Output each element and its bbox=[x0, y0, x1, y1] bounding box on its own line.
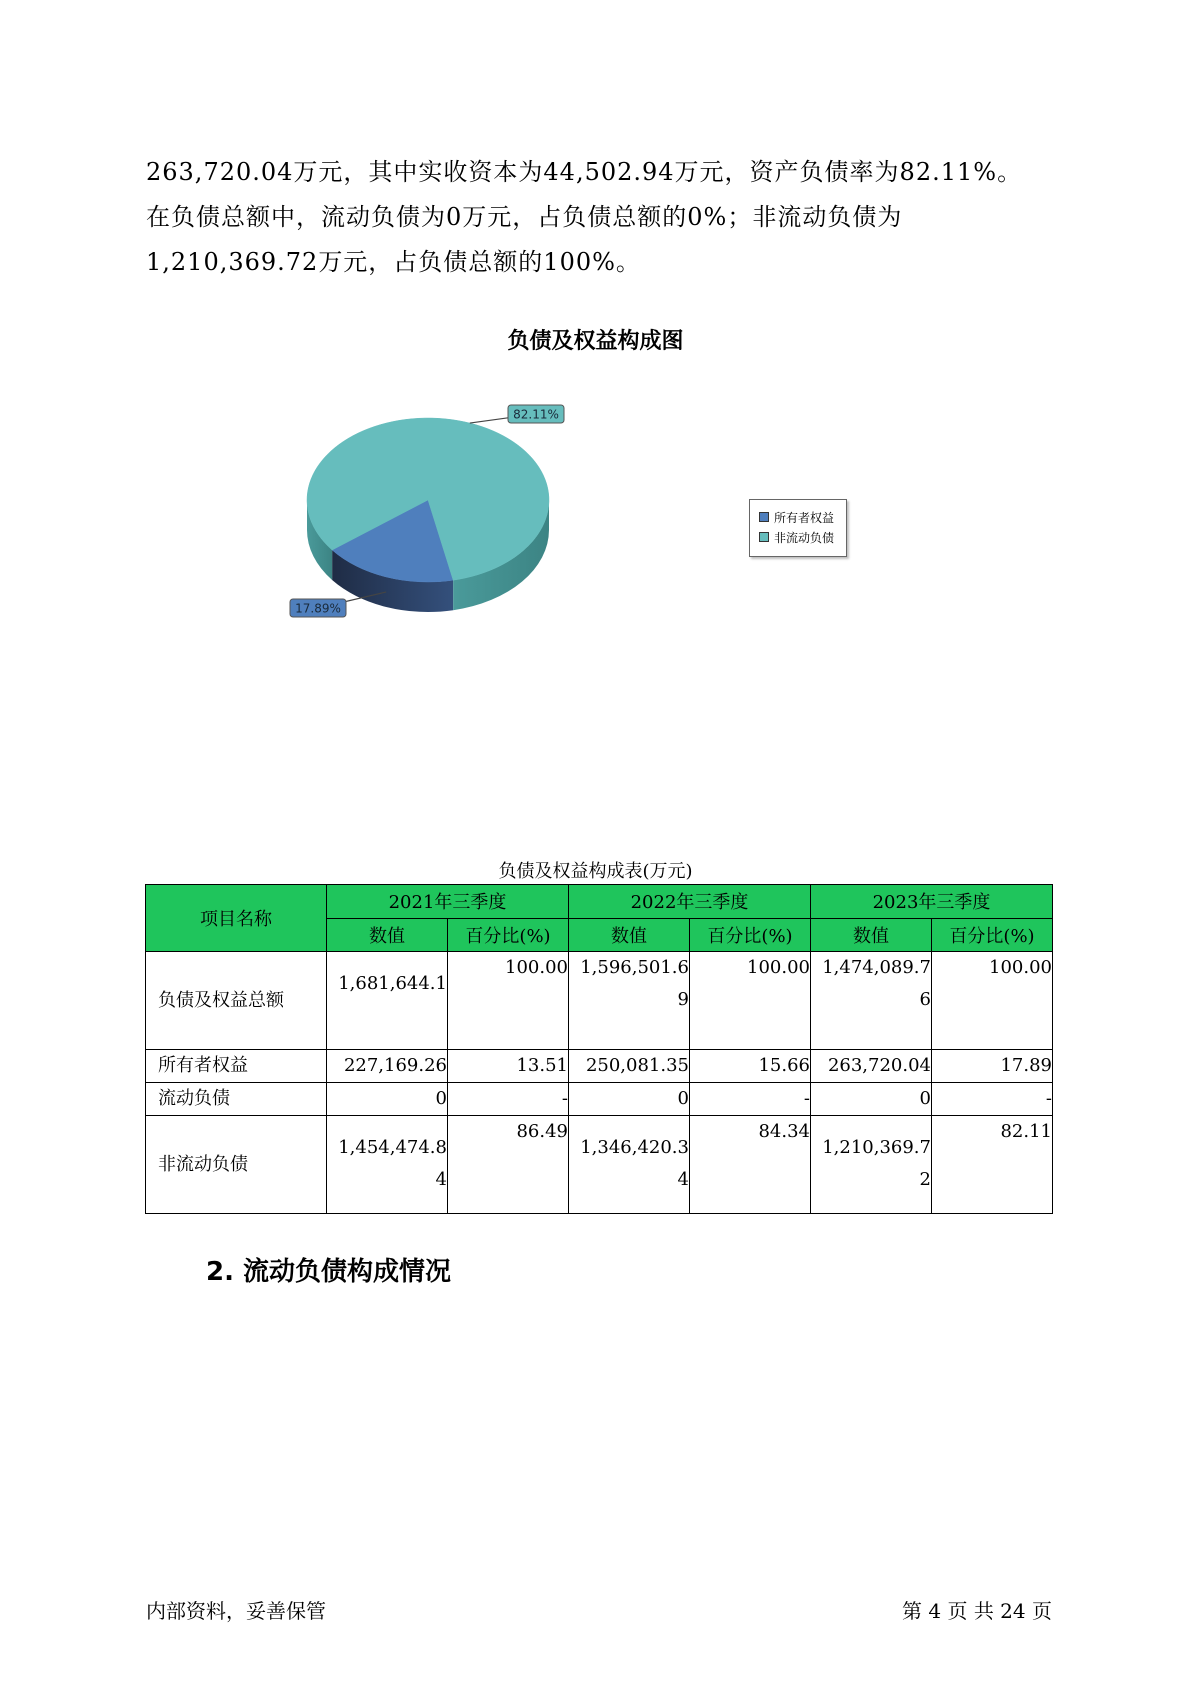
row-label: 负债及权益总额 bbox=[146, 952, 327, 1050]
table-cell: 1,346,420.34 bbox=[569, 1116, 690, 1214]
legend-label: 非流动负债 bbox=[774, 530, 835, 545]
liability-equity-table bbox=[145, 884, 1053, 1214]
table-cell: 1,454,474.84 bbox=[327, 1116, 448, 1214]
header-percent: 百分比(%) bbox=[690, 918, 811, 952]
table-cell: 0 bbox=[811, 1083, 932, 1116]
table-cell: 227,169.26 bbox=[327, 1050, 448, 1083]
table-cell: 84.34 bbox=[690, 1116, 811, 1214]
table-row bbox=[146, 952, 1053, 1050]
legend-label: 所有者权益 bbox=[774, 510, 835, 525]
legend-swatch bbox=[759, 532, 769, 542]
section-heading: 2. 流动负债构成情况 bbox=[206, 1257, 452, 1287]
legend-item bbox=[759, 527, 846, 547]
paragraph-line: 在负债总额中，流动负债为0万元，占负债总额的0%；非流动负债为 bbox=[146, 203, 903, 231]
row-label: 所有者权益 bbox=[146, 1050, 327, 1083]
header-value: 数值 bbox=[569, 918, 690, 952]
row-label: 流动负债 bbox=[146, 1083, 327, 1116]
table-cell: 15.66 bbox=[690, 1050, 811, 1083]
header-item-name: 项目名称 bbox=[146, 885, 327, 952]
table-cell: 0 bbox=[569, 1083, 690, 1116]
table-cell: 0 bbox=[327, 1083, 448, 1116]
table-cell: 82.11 bbox=[932, 1116, 1053, 1214]
table-cell: 263,720.04 bbox=[811, 1050, 932, 1083]
table-cell: 100.00 bbox=[448, 952, 569, 1050]
table-cell: 100.00 bbox=[690, 952, 811, 1050]
table-cell: 1,596,501.69 bbox=[569, 952, 690, 1050]
table-caption: 负债及权益构成表(万元) bbox=[498, 861, 693, 882]
table-row bbox=[146, 1050, 1053, 1083]
table-cell: - bbox=[448, 1083, 569, 1116]
header-period: 2022年三季度 bbox=[569, 885, 811, 919]
table-cell: 100.00 bbox=[932, 952, 1053, 1050]
footer-confidential: 内部资料，妥善保管 bbox=[146, 1599, 326, 1623]
table-cell: - bbox=[690, 1083, 811, 1116]
paragraph-line: 1,210,369.72万元，占负债总额的100%。 bbox=[146, 248, 641, 276]
legend-swatch bbox=[759, 512, 769, 522]
footer-page-number: 第 4 页 共 24 页 bbox=[902, 1599, 1052, 1623]
table-cell: 1,210,369.72 bbox=[811, 1116, 932, 1214]
pie-chart bbox=[0, 0, 1191, 700]
table-cell: 13.51 bbox=[448, 1050, 569, 1083]
pie-data-label: 17.89% bbox=[295, 601, 341, 616]
header-percent: 百分比(%) bbox=[448, 918, 569, 952]
table-cell: 1,681,644.1 bbox=[327, 952, 448, 1050]
table-header-row bbox=[146, 885, 1053, 919]
table-cell: 17.89 bbox=[932, 1050, 1053, 1083]
row-label: 非流动负债 bbox=[146, 1116, 327, 1214]
table-cell: 86.49 bbox=[448, 1116, 569, 1214]
table-cell: - bbox=[932, 1083, 1053, 1116]
header-period: 2021年三季度 bbox=[327, 885, 569, 919]
legend-item bbox=[759, 507, 846, 527]
paragraph-line: 263,720.04万元，其中实收资本为44,502.94万元，资产负债率为82.11%。 bbox=[146, 158, 1023, 186]
chart-legend bbox=[749, 499, 847, 557]
table-row bbox=[146, 1116, 1053, 1214]
header-period: 2023年三季度 bbox=[811, 885, 1053, 919]
header-percent: 百分比(%) bbox=[932, 918, 1053, 952]
header-value: 数值 bbox=[811, 918, 932, 952]
pie-data-label: 82.11% bbox=[513, 407, 559, 422]
table-row bbox=[146, 1083, 1053, 1116]
header-value: 数值 bbox=[327, 918, 448, 952]
table-cell: 1,474,089.76 bbox=[811, 952, 932, 1050]
chart-title: 负债及权益构成图 bbox=[507, 329, 684, 354]
table-cell: 250,081.35 bbox=[569, 1050, 690, 1083]
